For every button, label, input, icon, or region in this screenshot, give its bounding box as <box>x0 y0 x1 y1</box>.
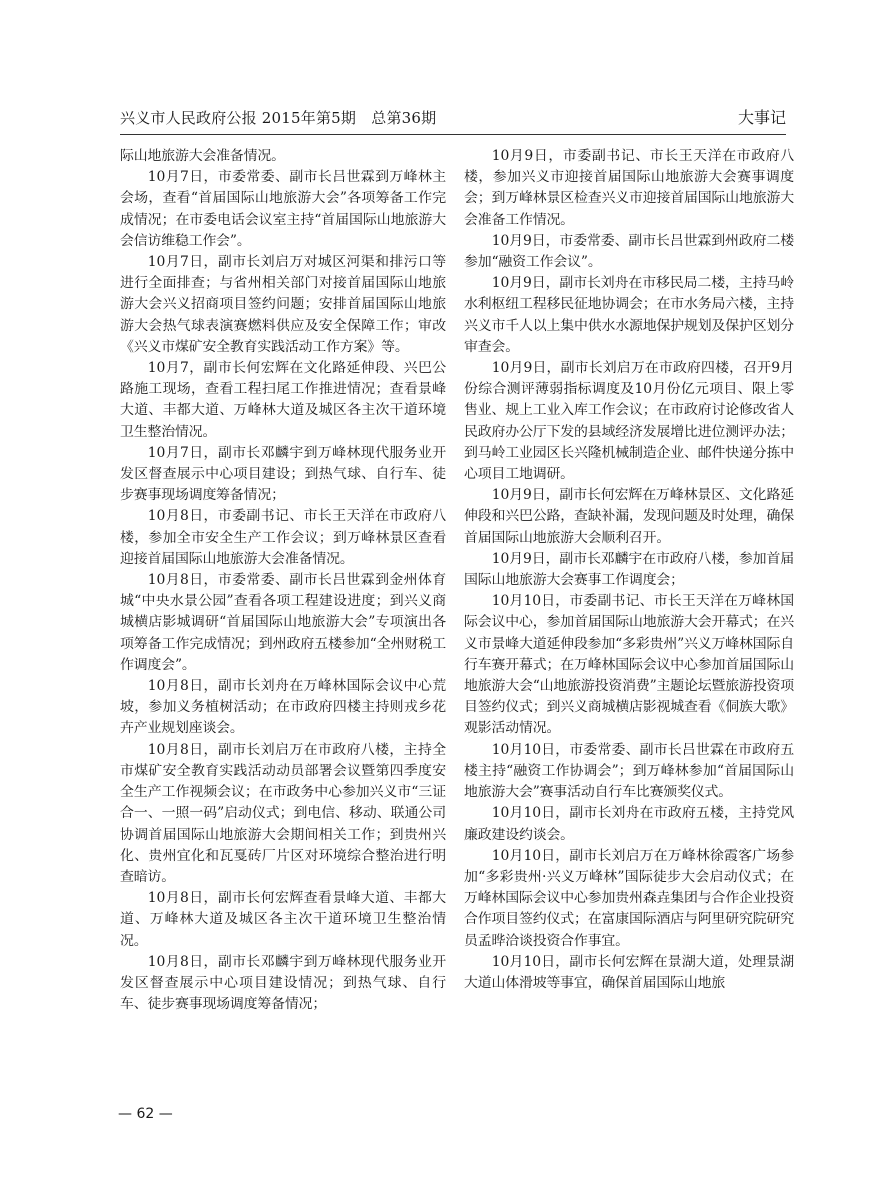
paragraph: 10月9日，市委副书记、市长王天洋在市政府八楼，参加兴义市迎接首届国际山地旅游大会赛事调度会；到万峰林景区检查兴义市迎接首届国际山地旅游大会准备工作情况。 <box>464 148 794 228</box>
paragraph: 10月7，副市长何宏辉在文化路延伸段、兴巴公路施工现场，查看工程扫尾工作推进情况；查看景峰大道、丰都大道、万峰林大道及城区各主次干道环境卫生整治情况。 <box>120 360 446 440</box>
paragraph: 10月9日，副市长何宏辉在万峰林景区、文化路延伸段和兴巴公路，查缺补漏，发现问题及时处理，确保首届国际山地旅游大会顺利召开。 <box>464 487 794 546</box>
paragraph: 10月10日，市委常委、副市长吕世霖在市政府五楼主持“融资工作协调会”；到万峰林参加“首届国际山地旅游大会”赛事活动自行车比赛颁奖仪式。 <box>464 741 794 801</box>
paragraph: 10月9日，副市长刘舟在市移民局二楼，主持马岭水利枢纽工程移民征地协调会；在市水务局六楼，主持兴义市千人以上集中供水水源地保护规划及保护区划分审查会。 <box>464 275 794 355</box>
paragraph: 10月7日，市委常委、副市长吕世霖到万峰林主会场，查看“首届国际山地旅游大会”各项筹备工作完成情况；在市委电话会议室主持“首届国际山地旅游大会信访维稳工作会”。 <box>120 169 446 249</box>
right-column <box>464 146 794 994</box>
paragraph: 10月10日，副市长何宏辉在景湖大道，处理景湖大道山体滑坡等事宜，确保首届国际山地旅 <box>464 953 794 991</box>
paragraph: 际山地旅游大会准备情况。 <box>120 148 285 164</box>
paragraph: 10月8日，副市长刘舟在万峰林国际会议中心荒坡，参加义务植树活动；在市政府四楼主持则戎乡花卉产业规划座谈会。 <box>120 678 446 737</box>
paragraph: 10月9日，市委常委、副市长吕世霖到州政府二楼参加“融资工作会议”。 <box>464 232 794 271</box>
paragraph: 10月8日，副市长何宏辉查看景峰大道、丰都大道、万峰林大道及城区各主次干道环境卫生整治情况。 <box>120 890 446 949</box>
paragraph: 10月8日，副市长邓麟宇到万峰林现代服务业开发区督查展示中心项目建设情况；到热气球、自行车、徒步赛事现场调度筹备情况； <box>120 953 446 1013</box>
page-number: — 62 — <box>118 1106 173 1122</box>
paragraph: 10月10日，市委副书记、市长王天洋在万峰林国际会议中心，参加首届国际山地旅游大会开幕式；在兴义市景峰大道延伸段参加“多彩贵州”兴义万峰林国际自行车赛开幕式；在万峰林国际会议中心参加首届国际山地旅游大会“山地旅游投资消费”主题论坛暨旅游投资项目签约仪式；到兴义商城横店影视城查看《侗族大歌》观影活动情况。 <box>464 593 794 737</box>
page-header <box>120 106 786 135</box>
publication-title: 兴义市人民政府公报 2015年第5期 总第36期 <box>120 109 437 127</box>
paragraph: 10月8日，市委副书记、市长王天洋在市政府八楼，参加全市安全生产工作会议；到万峰林景区查看迎接首届国际山地旅游大会准备情况。 <box>120 508 446 567</box>
left-column <box>120 146 446 1015</box>
section-title: 大事记 <box>737 108 786 127</box>
paragraph: 10月8日，副市长刘启万在市政府八楼，主持全市煤矿安全教育实践活动动员部署会议暨第四季度安全生产工作视频会议；在市政务中心参加兴义市“三证合一、一照一码”启动仪式；到电信、移动、联通公司协调首届国际山地旅游大会期间相关工作；到贵州兴化、贵州宜化和瓦戛砖厂片区对环境综合整治进行明查暗访。 <box>120 741 446 885</box>
paragraph: 10月8日，市委常委、副市长吕世霖到金州体育城“中央水景公园”查看各项工程建设进度；到兴义商城横店影城调研“首届国际山地旅游大会”专项演出各项筹备工作完成情况；到州政府五楼参加“全州财税工作调度会”。 <box>120 572 446 673</box>
paragraph: 10月10日，副市长刘舟在市政府五楼，主持党风廉政建设约谈会。 <box>464 805 794 843</box>
paragraph: 10月9日，副市长刘启万在市政府四楼，召开9月份综合测评薄弱指标调度及10月份亿元项目、限上零售业、规上工业入库工作会议；在市政府讨论修改省人民政府办公厅下发的县域经济发展增比进位测评办法；到马岭工业园区长兴隆机械制造企业、邮件快递分拣中心项目工地调研。 <box>464 360 794 483</box>
paragraph: 10月10日，副市长刘启万在万峰林徐霞客广场参加“多彩贵州·兴义万峰林”国际徒步大会启动仪式；在万峰林国际会议中心参加贵州森垚集团与合作企业投资合作项目签约仪式；在富康国际酒店与阿里研究院研究员孟晔洽谈投资合作事宜。 <box>464 847 794 949</box>
paragraph: 10月7日，副市长刘启万对城区河渠和排污口等进行全面排查；与省州相关部门对接首届国际山地旅游大会兴义招商项目签约问题；安排首届国际山地旅游大会热气球表演赛燃料供应及安全保障工作；审改《兴义市煤矿安全教育实践活动工作方案》等。 <box>120 254 446 355</box>
paragraph: 10月7日，副市长邓麟宇到万峰林现代服务业开发区督查展示中心项目建设；到热气球、自行车、徒步赛事现场调度筹备情况； <box>120 444 446 504</box>
paragraph: 10月9日，副市长邓麟宇在市政府八楼，参加首届国际山地旅游大会赛事工作调度会； <box>464 550 794 589</box>
